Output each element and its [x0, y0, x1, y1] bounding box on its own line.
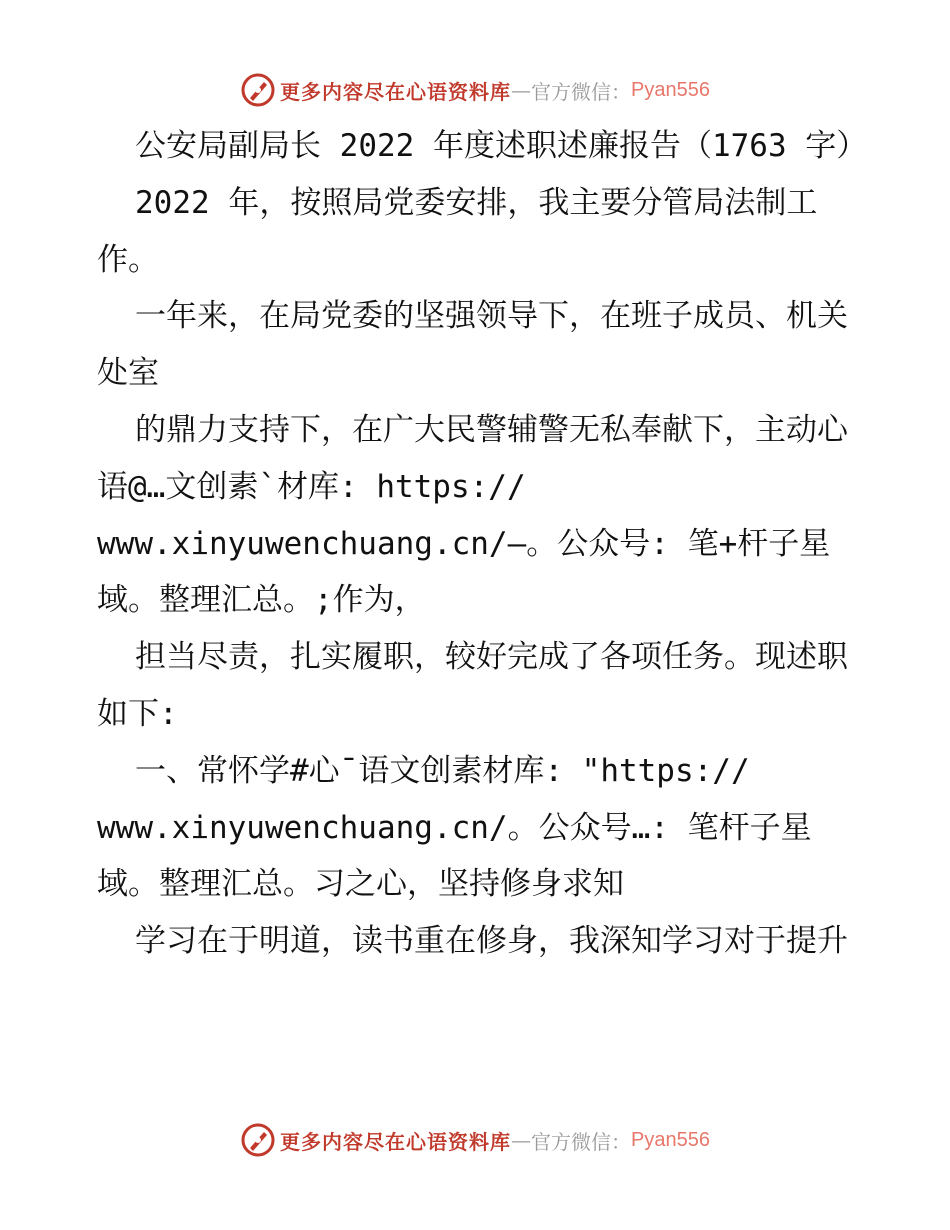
banner-slogan: 更多内容尽在心语资料库: [280, 79, 512, 104]
banner-slogan: 更多内容尽在心语资料库: [280, 1129, 512, 1154]
pen-logo-icon: [240, 1122, 276, 1158]
paragraph: 学习在于明道，读书重在修身，我深知学习对于提升: [135, 923, 848, 960]
banner-dash: —: [511, 1128, 532, 1152]
banner-wechat-id: Pyan556: [631, 1128, 710, 1151]
footer-watermark: [0, 1120, 950, 1160]
paragraph: 2022 年，按照局党委安排，我主要分管局法制工作。: [97, 184, 818, 278]
header-watermark: [0, 70, 950, 110]
paragraph: 担当尽责，扎实履职，较好完成了各项任务。现述职如下:: [97, 639, 848, 732]
pen-logo-icon: [240, 72, 276, 108]
section-heading: 一、常怀学#心¯语文创素材库: "https:// www.xinyuwenchuang.cn/。公众号…: 笔杆子星域。整理汇总。习之心，坚持修身求知: [97, 752, 812, 903]
banner-wechat-id: Pyan556: [631, 78, 710, 101]
banner-wechat-label: 官方微信：: [531, 79, 632, 104]
banner-dash: —: [511, 78, 532, 102]
document-body: [97, 118, 867, 970]
paragraph: 的鼎力支持下，在广大民警辅警无私奉献下，主动心语@…文创素`材库: https:// www.xinyuwenchuang.cn/—。公众号: 笔+杆子星域。整理汇总。;作为，: [97, 411, 848, 619]
paragraph: 一年来，在局党委的坚强领导下，在班子成员、机关处室: [97, 298, 848, 392]
banner-wechat-label: 官方微信：: [531, 1129, 632, 1154]
document-title: 公安局副局长 2022 年度述职述廉报告（1763 字）: [135, 128, 868, 164]
